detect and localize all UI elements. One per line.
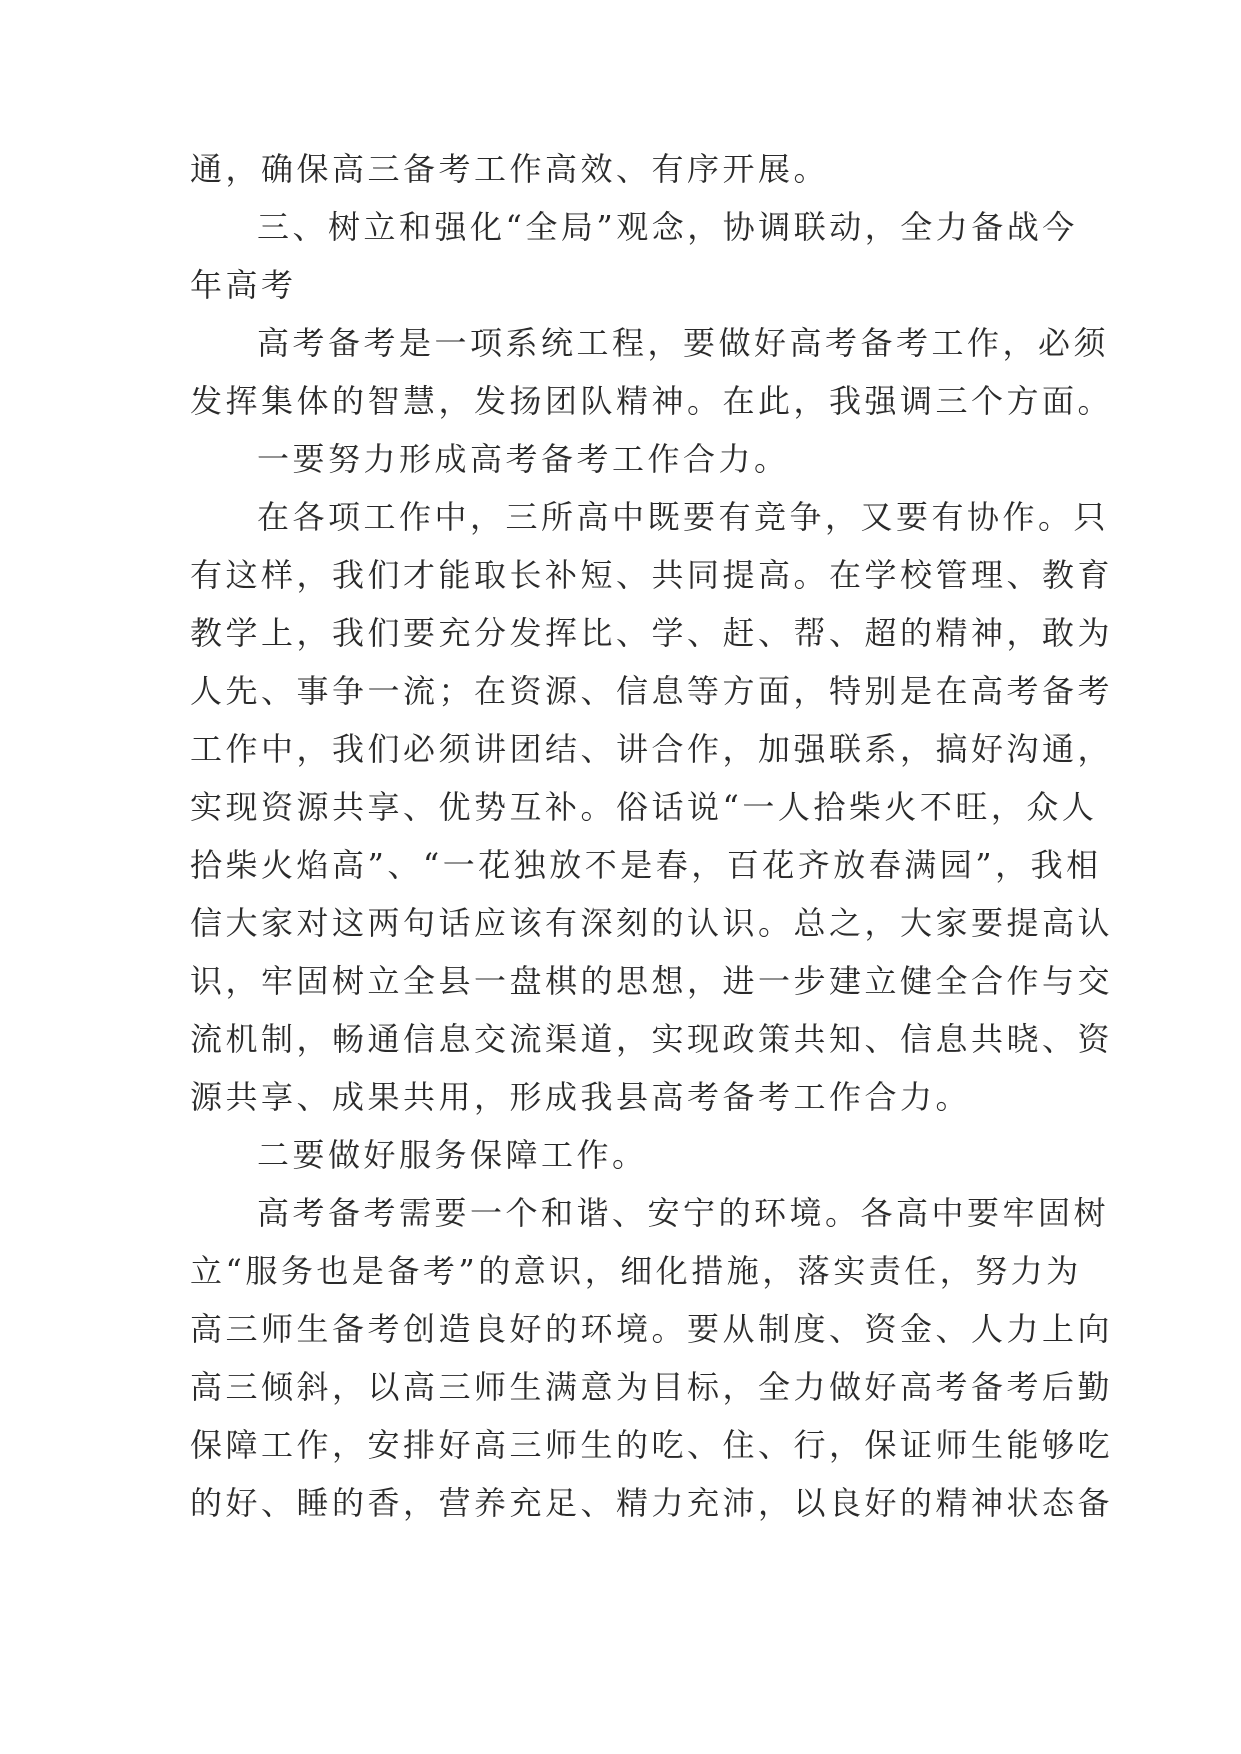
text-line: 教学上，我们要充分发挥比、学、赶、帮、超的精神，敢为 (190, 614, 1114, 652)
text-line: 通，确保高三备考工作高效、有序开展。 (190, 150, 830, 188)
text-line: 人先、事争一流；在资源、信息等方面，特别是在高考备考 (190, 672, 1114, 710)
subheading: 二要做好服务保障工作。 (257, 1136, 648, 1174)
text-line: 工作中，我们必须讲团结、讲合作，加强联系，搞好沟通， (190, 730, 1114, 768)
text-line: 高三师生备考创造良好的环境。要从制度、资金、人力上向 (190, 1310, 1114, 1348)
text-line: 拾柴火焰高”、“一花独放不是春，百花齐放春满园”，我相 (190, 846, 1102, 884)
text-line: 实现资源共享、优势互补。俗话说“一人拾柴火不旺，众人 (190, 788, 1098, 826)
text-line: 流机制，畅通信息交流渠道，实现政策共知、信息共晓、资 (190, 1020, 1114, 1058)
text-line: 高考备考需要一个和谐、安宁的环境。各高中要牢固树 (257, 1194, 1110, 1232)
section-heading-continuation: 年高考 (190, 266, 297, 304)
text-line: 在各项工作中，三所高中既要有竞争，又要有协作。只 (257, 498, 1110, 536)
text-line: 高考备考是一项系统工程，要做好高考备考工作，必须 (257, 324, 1110, 362)
text-line: 信大家对这两句话应该有深刻的认识。总之，大家要提高认 (190, 904, 1114, 942)
text-line: 立“服务也是备考”的意识，细化措施，落实责任，努力为 (190, 1252, 1082, 1290)
text-line: 有这样，我们才能取长补短、共同提高。在学校管理、教育 (190, 556, 1114, 594)
section-heading: 三、树立和强化“全局”观念，协调联动，全力备战今 (257, 208, 1078, 246)
text-line: 源共享、成果共用，形成我县高考备考工作合力。 (190, 1078, 972, 1116)
text-line: 保障工作，安排好高三师生的吃、住、行，保证师生能够吃 (190, 1426, 1114, 1464)
text-line: 识，牢固树立全县一盘棋的思想，进一步建立健全合作与交 (190, 962, 1114, 1000)
text-line: 发挥集体的智慧，发扬团队精神。在此，我强调三个方面。 (190, 382, 1114, 420)
text-line: 的好、睡的香，营养充足、精力充沛，以良好的精神状态备 (190, 1484, 1114, 1522)
text-line: 高三倾斜，以高三师生满意为目标，全力做好高考备考后勤 (190, 1368, 1114, 1406)
subheading: 一要努力形成高考备考工作合力。 (257, 440, 790, 478)
